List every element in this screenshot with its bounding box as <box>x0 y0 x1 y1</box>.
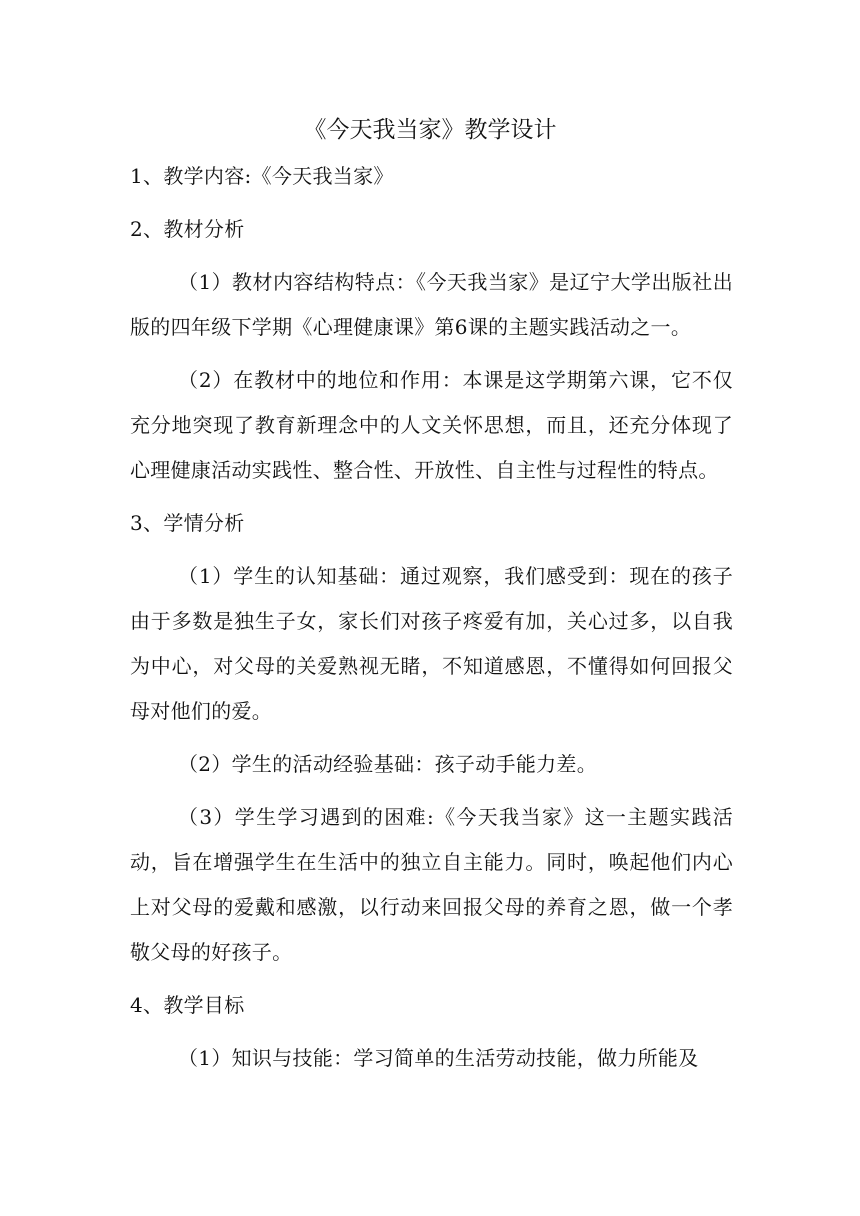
document-body <box>130 154 733 1089</box>
paragraph-role-in-textbook: （2）在教材中的地位和作用：本课是这学期第六课，它不仅充分地突现了教育新理念中的人文关怀思想，而且，还充分体现了心理健康活动实践性、整合性、开放性、自主性与过程性的特点。 <box>130 368 733 482</box>
section-heading-teaching-goals: 4、教学目标 <box>130 993 245 1017</box>
paragraph-learning-difficulties: （3）学生学习遇到的困难:《今天我当家》这一主题实践活动，旨在增强学生在生活中的独立自主能力。同时，唤起他们内心上对父母的爱戴和感激，以行动来回报父母的养育之恩，做一个孝敬父母的好孩子。 <box>130 805 733 964</box>
paragraph-knowledge-skills: （1）知识与技能：学习简单的生活劳动技能，做力所能及 <box>178 1046 699 1070</box>
paragraph-structure-features: （1）教材内容结构特点：《今天我当家》是辽宁大学出版社出版的四年级下学期《心理健康课》第6课的主题实践活动之一。 <box>130 270 733 339</box>
paragraph-cognitive-basis: （1）学生的认知基础：通过观察，我们感受到：现在的孩子由于多数是独生子女，家长们对孩子疼爱有加，关心过多，以自我为中心，对父母的关爱熟视无睹，不知道感恩，不懂得如何回报父母对他们的爱。 <box>130 564 733 723</box>
paragraph-activity-experience: （2）学生的活动经验基础：孩子动手能力差。 <box>178 752 598 776</box>
section-heading-teaching-content: 1、教学内容:《今天我当家》 <box>130 164 394 188</box>
section-heading-textbook-analysis: 2、教材分析 <box>130 217 245 241</box>
document-title: 《今天我当家》教学设计 <box>303 117 557 143</box>
section-heading-student-analysis: 3、学情分析 <box>130 511 245 535</box>
